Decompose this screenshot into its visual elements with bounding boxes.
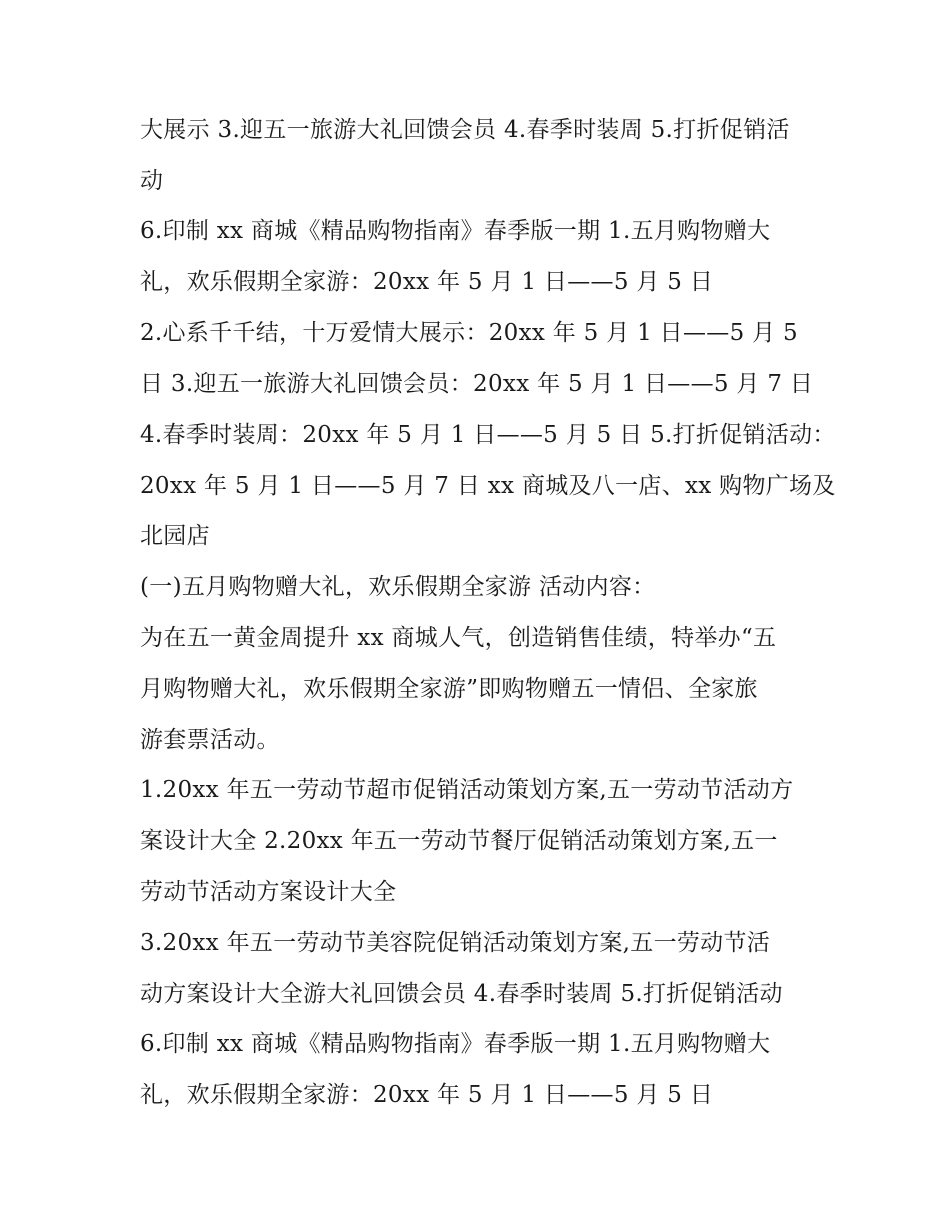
text-line: 动方案设计大全游大礼回馈会员 4.春季时装周 5.打折促销活动 — [140, 981, 783, 1007]
text-line: 2.心系千千结，十万爱情大展示：20xx 年 5 月 1 日——5 月 5 — [140, 320, 798, 346]
text-line: 动 — [140, 168, 164, 194]
text-line: 礼，欢乐假期全家游：20xx 年 5 月 1 日——5 月 5 日 — [140, 1082, 714, 1108]
text-line: 1.20xx 年五一劳动节超市促销活动策划方案,五一劳动节活动方 — [140, 777, 794, 803]
text-line: 案设计大全 2.20xx 年五一劳动节餐厅促销活动策划方案,五一 — [140, 828, 778, 854]
text-line: 游套票活动。 — [140, 727, 280, 753]
text-line: 6.印制 xx 商城《精品购物指南》春季版一期 1.五月购物赠大 — [140, 1031, 771, 1057]
text-line: 劳动节活动方案设计大全 — [140, 879, 397, 905]
text-line: 3.20xx 年五一劳动节美容院促销活动策划方案,五一劳动节活 — [140, 930, 771, 956]
text-line: 为在五一黄金周提升 xx 商城人气，创造销售佳绩，特举办“五 — [140, 625, 777, 651]
text-line: 礼，欢乐假期全家游：20xx 年 5 月 1 日——5 月 5 日 — [140, 269, 714, 295]
text-line: 北园店 — [140, 523, 210, 549]
text-line: 日 3.迎五一旅游大礼回馈会员：20xx 年 5 月 1 日——5 月 7 日 — [140, 371, 814, 397]
text-line: 月购物赠大礼，欢乐假期全家游”即购物赠五一情侣、全家旅 — [140, 676, 758, 702]
text-line: 大展示 3.迎五一旅游大礼回馈会员 4.春季时装周 5.打折促销活 — [140, 117, 790, 143]
text-line: 6.印制 xx 商城《精品购物指南》春季版一期 1.五月购物赠大 — [140, 218, 771, 244]
text-line: 20xx 年 5 月 1 日——5 月 7 日 xx 商城及八一店、xx 购物广场及 — [140, 473, 836, 499]
text-line: (一)五月购物赠大礼，欢乐假期全家游 活动内容： — [140, 574, 656, 600]
text-line: 4.春季时装周：20xx 年 5 月 1 日——5 月 5 日 5.打折促销活动： — [140, 422, 836, 448]
